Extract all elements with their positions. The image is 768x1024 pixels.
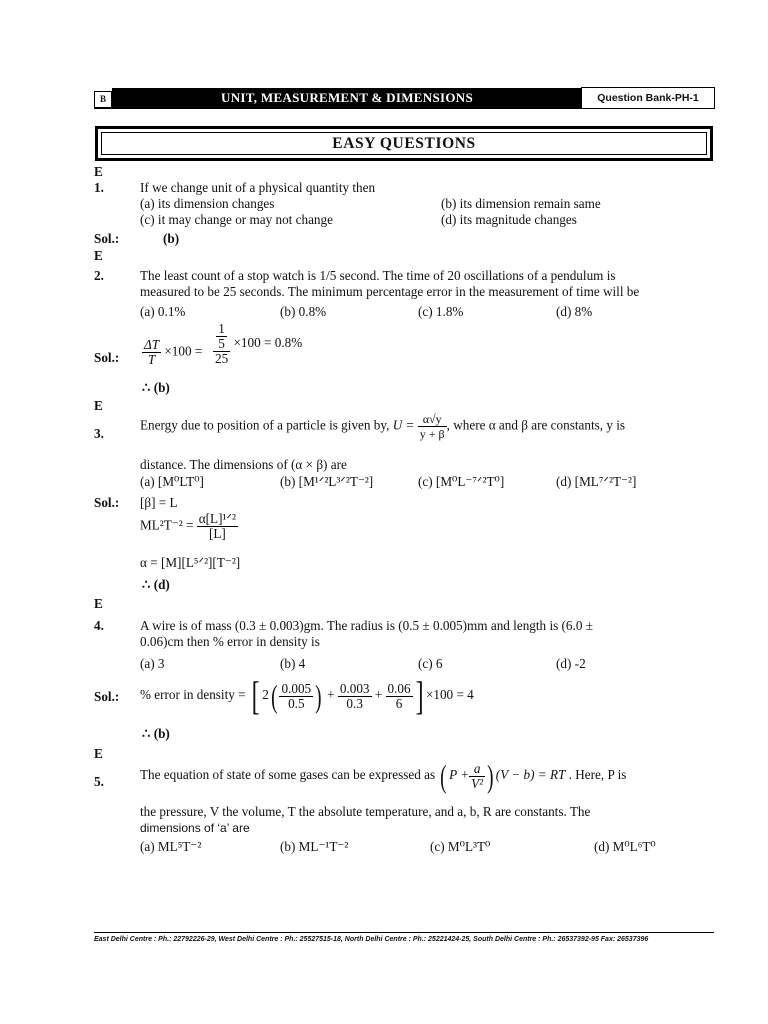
solution-fraction: $\frac{\frac{1}{5}}{25}$ ×100 = 0.8% — [215, 321, 303, 366]
option-c: (c) it may change or may not change — [140, 212, 333, 227]
solution-answer: ∴ (b) — [142, 380, 170, 395]
question-number: 4. — [94, 618, 104, 633]
section-title-box — [95, 126, 713, 161]
option-a: (a) ML⁵T⁻² — [140, 839, 202, 854]
question-text: The least count of a stop watch is 1/5 second. The time of 20 oscillations of a pendulum is — [140, 268, 616, 283]
solution-label: Sol.: — [94, 689, 120, 704]
question-text: distance. The dimensions of (α × β) are — [140, 457, 347, 472]
option-a: (a) its dimension changes — [140, 196, 275, 211]
option-d: (d) M⁰L⁶T⁰ — [594, 839, 656, 854]
difficulty-tag: E — [94, 596, 103, 611]
section-title: EASY QUESTIONS — [332, 135, 476, 152]
question-bank-label: Question Bank-PH-1 — [581, 87, 715, 109]
solution-answer: ∴ (d) — [142, 577, 170, 592]
solution-equation: $\frac{\Delta T}{T}$ ×100 = — [144, 337, 203, 367]
option-c: (c) M⁰L³T⁰ — [430, 839, 491, 854]
brand-logo: B — [94, 91, 112, 108]
option-d: (d) its magnitude changes — [441, 212, 577, 227]
solution-equation: % error in density = [ 2( $\frac{0.005}{0.5}$ ) + $\frac{0.003}{0.3}$ + $\frac{0.06}{6}$ ] ×100 = 4 — [140, 673, 474, 718]
question-text: The equation of state of some gases can be expressed as ( P + $\frac{a}{\text{V²}}$ ) (V − b) = RT . Here, P is — [140, 758, 627, 794]
difficulty-tag: E — [94, 398, 103, 413]
footer-contacts: East Delhi Centre : Ph.: 22792226-29, West Delhi Centre : Ph.: 25527515-18, North Delhi Centre : Ph.: 25221424-25, South Delhi Centre : Ph.: 26537392-95 Fax: 26537396 — [94, 936, 649, 943]
question-text: the pressure, V the volume, T the absolute temperature, and a, b, R are constants. The — [140, 804, 591, 819]
question-number: 3. — [94, 426, 104, 441]
option-c: (c) 6 — [418, 656, 443, 671]
option-a: (a) 3 — [140, 656, 165, 671]
solution-label: Sol.: — [94, 495, 120, 510]
solution-label: Sol.: — [94, 350, 120, 365]
question-text: dimensions of ‘a’ are — [140, 821, 250, 835]
option-d: (d) -2 — [556, 656, 586, 671]
solution-answer: ∴ (b) — [142, 726, 170, 741]
option-a: (a) [M⁰LT⁰] — [140, 474, 204, 489]
question-number: 5. — [94, 774, 104, 789]
option-c: (c) [M⁰L⁻⁷ᐟ²T⁰] — [418, 474, 505, 489]
option-b: (b) ML⁻¹T⁻² — [280, 839, 349, 854]
header-rule — [94, 108, 714, 109]
solution-step: ML²T⁻² = $\frac{\text{α[L]¹ᐟ²}}{[L]}$ — [140, 511, 236, 541]
question-text: If we change unit of a physical quantity then — [140, 180, 376, 195]
question-number: 1. — [94, 180, 104, 195]
difficulty-tag: E — [94, 746, 103, 761]
solution-step: [β] = L — [140, 495, 178, 510]
question-text: A wire is of mass (0.3 ± 0.003)gm. The radius is (0.5 ± 0.005)mm and length is (6.0 ± — [140, 618, 593, 633]
option-b: (b) [M¹ᐟ²L³ᐟ²T⁻²] — [280, 474, 374, 489]
option-b: (b) its dimension remain same — [441, 196, 601, 211]
difficulty-tag: E — [94, 164, 103, 179]
difficulty-tag: E — [94, 248, 103, 263]
solution-label: Sol.: — [94, 231, 120, 246]
option-b: (b) 4 — [280, 656, 306, 671]
question-text: measured to be 25 seconds. The minimum percentage error in the measurement of time will be — [140, 284, 640, 299]
option-b: (b) 0.8% — [280, 304, 327, 319]
option-a: (a) 0.1% — [140, 304, 186, 319]
question-text: Energy due to position of a particle is given by, U = $\frac{\alpha√y}{y + \beta}$ , where α and β are constants, y is — [140, 412, 626, 441]
question-text: 0.06)cm then % error in density is — [140, 634, 320, 649]
option-d: (d) [ML⁷ᐟ²T⁻²] — [556, 474, 637, 489]
question-number: 2. — [94, 268, 104, 283]
option-c: (c) 1.8% — [418, 304, 464, 319]
chapter-title: UNIT, MEASUREMENT & DIMENSIONS — [112, 88, 582, 108]
solution-answer: (b) — [163, 231, 180, 246]
footer-rule — [94, 932, 714, 933]
solution-step: α = [M][L⁵ᐟ²][T⁻²] — [140, 555, 241, 570]
option-d: (d) 8% — [556, 304, 593, 319]
